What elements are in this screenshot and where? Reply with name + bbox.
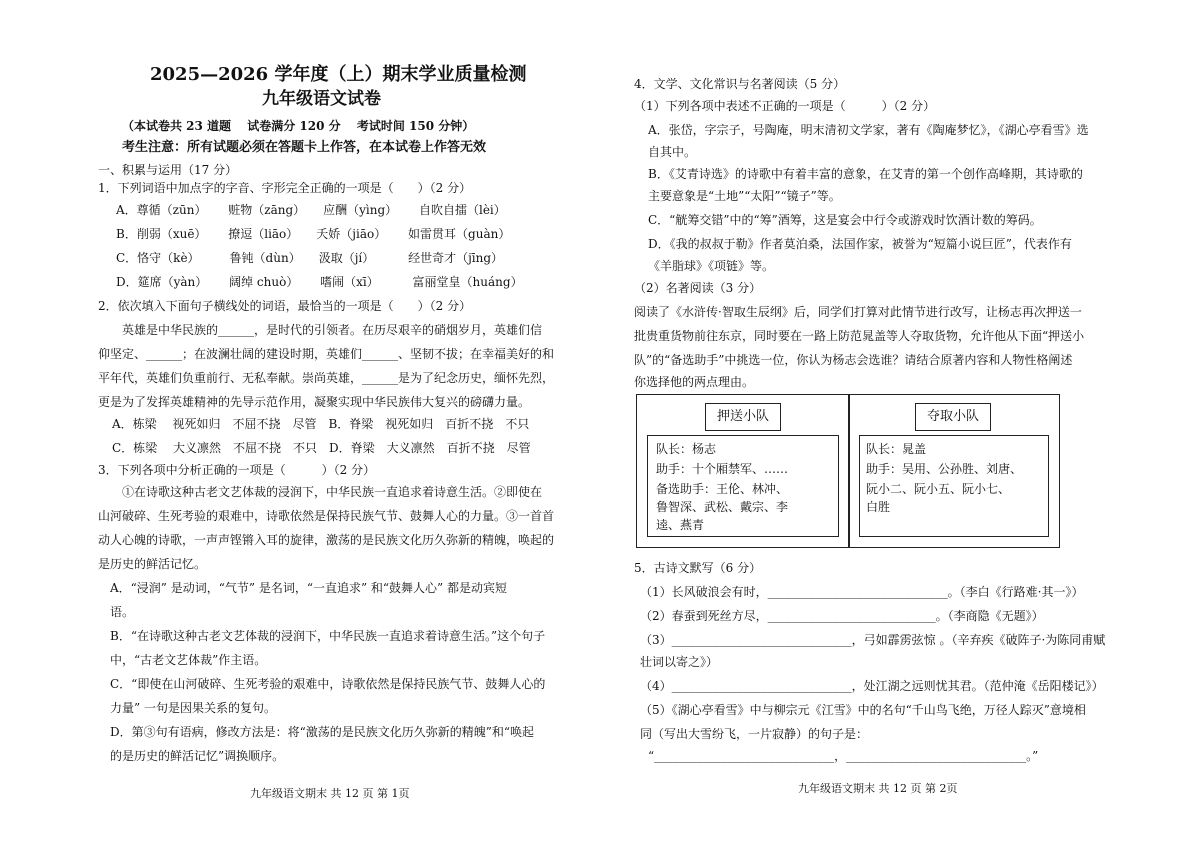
q3-option-d: D．第③句有语病，修改方法是：将“激荡的是民族文化历久弥新的精魄”和“唤起 (110, 725, 535, 739)
q5-item: （1）长风破浪会有时，______________________________。（李白《行路难·其一》） (640, 585, 1084, 599)
section-1-heading: 一、积累与运用（17 分） (98, 163, 238, 177)
q4-1-option-line: A．张岱，字宗子，号陶庵，明末清初文学家，著有《陶庵梦忆》，《湖心亭看雪》选 (648, 123, 1089, 137)
q5-item-cont: 壮词以寄之》） (640, 655, 719, 669)
q4-1-option-line: 《羊脂球》《项链》等。 (648, 259, 775, 273)
escort-team-inner (647, 435, 839, 537)
q5-item: （5）《湖心亭看雪》中与柳宗元《江雪》中的名句“千山鸟飞绝，万径人踪灭”意境相 (640, 703, 1086, 717)
q3-passage-line: ①在诗歌这种古老文艺体裁的浸润下，中华民族一直追求着诗意生活。②即使在 (98, 485, 543, 499)
q4-1-option-line: C．“觥筹交错”中的“筹”酒筹，这是宴会中行令或游戏时饮酒计数的筹码。 (648, 213, 1042, 227)
question-1: 1．下列词语中加点字的字音、字形完全正确的一项是（ ）（2 分） (98, 181, 472, 195)
escort-team-line: 鲁智深、武松、戴宗、李 (656, 500, 789, 514)
q2-passage-line: 英雄是中华民族的______，是时代的引领者。在历尽艰辛的硝烟岁月，英雄们信 (98, 323, 543, 337)
q3-passage-line: 动人心魄的诗歌，一声声铿锵入耳的旋律，激荡的是民族文化历久弥新的精魄，唤起的 (98, 533, 555, 547)
q4-2-passage-line: 你选择他的两点理由。 (634, 375, 755, 389)
q4-2-passage-line: 阅读了《水浒传·智取生辰纲》后，同学们打算对此情节进行改写，让杨志再次押送一 (634, 305, 1082, 319)
q5-item-cont: 同（写出大雪纷飞，一片寂静）的句子是： (640, 727, 869, 741)
q4-2-passage-line: 批贵重货物前往东京，同时要在一路上防范晁盖等人夺取货物，允许他从下面“押送小 (634, 329, 1085, 343)
question-5: 5．古诗文默写（6 分） (634, 561, 762, 575)
q3-option-c: C．“即使在山河破碎、生死考验的艰难中，诗歌依然是保持民族气节、鼓舞人心的 (110, 677, 546, 691)
q1-option-c: C．恪守（kè） 鲁钝（dùn） 汲取（jí） 经世奇才（jīng） (116, 251, 504, 265)
q2-options-cd: C．栋梁 大义凛然 不屈不挠 不只 D．脊梁 大义凛然 百折不挠 尽管 (112, 441, 531, 455)
q2-passage-line: 更是为了发挥英雄精神的先导示范作用，凝聚实现中华民族伟大复兴的磅礴力量。 (98, 395, 531, 409)
question-3: 3．下列各项中分析正确的一项是（ ）（2 分） (98, 463, 376, 477)
exam-subtitle: 九年级语文试卷 (262, 89, 381, 109)
q5-item: （4）______________________________，处江湖之远则忧其君。（范仲淹《岳阳楼记》） (640, 679, 1104, 693)
q3-passage-line: 是历史的鲜活记忆。 (98, 557, 207, 571)
q5-item: （3）______________________________，弓如霹雳弦惊 。（辛弃疾《破阵子·为陈同甫赋 (640, 633, 1106, 647)
q3-option-a-cont: 语。 (110, 605, 135, 619)
escort-team-tag: 押送小队 (705, 403, 781, 431)
exam-info: （本试卷共 23 道题 试卷满分 120 分 考试时间 150 分钟） (122, 119, 475, 133)
seize-team-tag: 夺取小队 (915, 403, 991, 431)
question-2: 2．依次填入下面句子横线处的词语，最恰当的一项是（ ）（2 分） (98, 299, 472, 313)
q4-1-option-line: B．《艾青诗选》的诗歌中有着丰富的意象，在艾青的第一个创作高峰期，其诗歌的 (648, 167, 1083, 181)
q4-1-option-line: D．《我的叔叔于勒》作者莫泊桑，法国作家，被誉为“短篇小说巨匠”，代表作有 (648, 237, 1072, 251)
q4-2-passage-line: 队”的“备选助手”中挑选一位，你认为杨志会选谁？请结合原著内容和人物性格阐述 (634, 353, 1073, 367)
exam-notice: 考生注意：所有试题必须在答题卡上作答，在本试卷上作答无效 (122, 140, 487, 155)
seize-team-line: 白胜 (866, 500, 891, 514)
q5-item: （2）春蚕到死丝方尽，____________________________。（李商隐《无题》） (640, 609, 1044, 623)
exam-title: 2025—2026 学年度（上）期末学业质量检测 (150, 64, 527, 85)
escort-team-line: 助手：十个厢禁军、…… (656, 462, 789, 476)
q4-1-option-line: 自其中。 (648, 145, 697, 159)
q4-1-option-line: 主要意象是“土地”“太阳”“镜子”等。 (648, 189, 841, 203)
q3-option-b-cont: 中，“古老文艺体裁”作主语。 (110, 653, 267, 667)
page-footer: 九年级语文期末 共 12 页 第 2页 (798, 782, 958, 795)
q1-option-a: A．尊循（zūn） 赃物（zāng） 应酬（yìng） 自吹自擂（lèi） (116, 203, 506, 217)
seize-team-line: 助手：吴用、公孙胜、刘唐、 (866, 462, 1023, 476)
page-footer: 九年级语文期末 共 12 页 第 1页 (250, 787, 410, 800)
q5-answer-blank: “______________________________，______________________________。” (648, 749, 1039, 763)
escort-team-line: 备选助手：王伦、林冲、 (656, 482, 789, 496)
q1-option-d: D．筵席（yàn） 阔绰 chuò） 嗜闹（xī） 富丽堂皇（huáng） (116, 275, 523, 289)
q2-passage-line: 平年代，英雄们负重前行、无私奉献。崇尚英雄，______是为了纪念历史，缅怀先烈， (98, 371, 555, 385)
q2-options-ab: A．栋梁 视死如归 不屈不挠 尽管 B．脊梁 视死如归 百折不挠 不只 (112, 417, 530, 431)
q3-option-a: A．“浸润” 是动词，“气节” 是名词，“一直追求” 和“鼓舞人心” 都是动宾短 (110, 581, 508, 595)
question-4: 4．文学、文化常识与名著阅读（5 分） (634, 77, 846, 91)
q3-passage-line: 山河破碎、生死考验的艰难中，诗歌依然是保持民族气节、鼓舞人心的力量。③一首首 (98, 509, 555, 523)
q2-passage-line: 仰坚定、______；在波澜壮阔的建设时期，英雄们______、坚韧不拔；在幸福美好的和 (98, 347, 555, 361)
escort-team-line: 队长：杨志 (656, 442, 717, 456)
seize-team-box (848, 394, 1060, 548)
seize-team-inner (859, 435, 1049, 537)
q3-option-d-cont: 的是历史的鲜活记忆”调换顺序。 (110, 749, 285, 763)
seize-team-line: 阮小二、阮小五、阮小七、 (866, 482, 1011, 496)
question-4-2: （2）名著阅读（3 分） (634, 281, 762, 295)
question-4-1: （1）下列各项中表述不正确的一项是（ ）（2 分） (634, 99, 936, 113)
q1-option-b: B．削弱（xuē） 撩逗（liāo） 夭娇（jiāo） 如雷贯耳（guàn） (116, 227, 511, 241)
escort-team-line: 逵、燕青 (656, 518, 705, 532)
escort-team-box (636, 394, 850, 548)
seize-team-line: 队长：晁盖 (866, 442, 927, 456)
q3-option-c-cont: 力量” 一句是因果关系的复句。 (110, 701, 276, 715)
q3-option-b: B．“在诗歌这种古老文艺体裁的浸润下，中华民族一直追求着诗意生活。”这个句子 (110, 629, 546, 643)
